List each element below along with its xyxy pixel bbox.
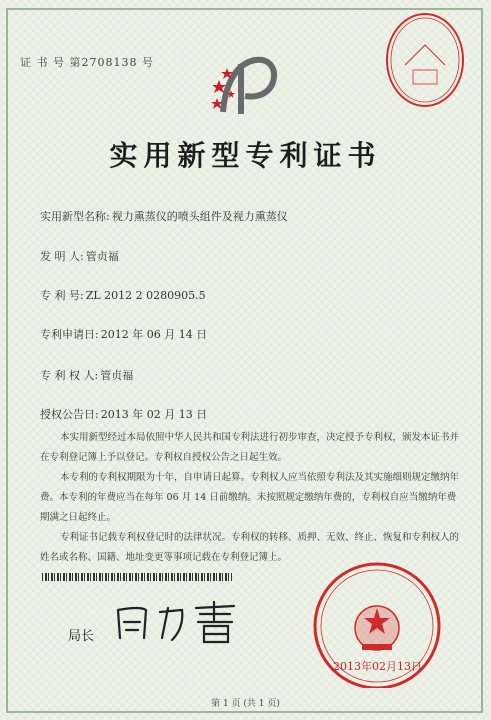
field-grant-date — [40, 406, 207, 422]
paragraph-1: 本实用新型经过本局依照中华人民共和国专利法进行初步审查，决定授予专利权，颁发本证书并在专利登记簿上予以登记。专利权自授权公告之日起生效。 — [40, 432, 460, 463]
inventor-value: 管贞福 — [85, 250, 119, 263]
paragraph-2: 本专利的专利权期限为十年，自申请日起算。专利权人应当依照专利法及其实施细则规定缴纳年费。本专利的年费应当在每年 06 月 14 日前缴纳。未按照规定缴纳年费的，专利权自应当缴纳年费期满之日起终止。 — [40, 472, 460, 523]
page-footer: 第 1 页 (共 1 页) — [211, 699, 280, 709]
top-right-stamp — [375, 10, 475, 110]
paragraph-3: 专利证书记载专利权登记时的法律状况。专利权的转移、质押、无效、终止、恢复和专利权人的姓名或名称、国籍、地址变更等事项记载在专利登记簿上。 — [40, 532, 460, 563]
director-label: 局长 — [68, 629, 95, 644]
field-filing-date — [40, 326, 207, 342]
utility-model-name-value: 视力熏蒸仪的喷头组件及视力熏蒸仪 — [111, 210, 288, 223]
utility-model-name-label: 实用新型名称: — [40, 210, 110, 223]
field-patentee — [40, 367, 133, 383]
director-signature — [110, 598, 250, 648]
field-patent-number — [40, 287, 206, 303]
grant-date-value: 2013 年 02 月 13 日 — [100, 408, 208, 421]
patentee-label: 专 利 权 人: — [40, 369, 99, 382]
grant-date-label: 授权公告日: — [40, 408, 99, 421]
filing-date-value: 2012 年 06 月 14 日 — [100, 328, 208, 341]
patent-number-label: 专 利 号: — [40, 289, 84, 302]
patentee-value: 管贞福 — [100, 369, 134, 382]
filing-date-label: 专利申请日: — [40, 328, 99, 341]
barcode — [42, 573, 232, 581]
certificate-title: 实用新型专利证书 — [109, 139, 382, 172]
cnipa-logo-icon — [205, 50, 285, 120]
inventor-label: 发 明 人: — [40, 250, 84, 263]
seal-date: 2013年02月13日 — [333, 660, 422, 673]
field-inventor — [40, 248, 119, 264]
field-utility-model-name — [40, 208, 288, 224]
certificate-number: 证 书 号 第2708138 号 — [20, 56, 154, 69]
patent-number-value: ZL 2012 2 0280905.5 — [85, 289, 206, 302]
